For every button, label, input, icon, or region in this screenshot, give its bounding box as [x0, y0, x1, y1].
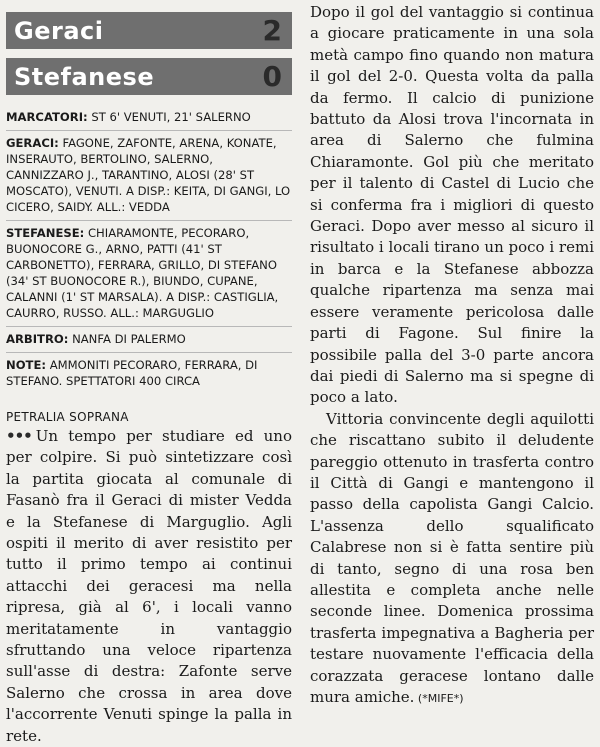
- stefanese-lineup-label: STEFANESE:: [6, 226, 85, 240]
- scorers-label: MARCATORI:: [6, 110, 88, 124]
- stefanese-lineup-text: CHIARAMONTE, PECORARO, BUONOCORE G., ARNO, PATTI (41' ST CARBONETTO), FERRARA, GRILLO, DI STEFANO (34' ST BUONOCORE R.), BIUNDO, CUPANE, CALANNI (1' ST MARSALA). A DISP.: CASTIGLIA, CAURRO, RUSSO. ALL.: MARGUGLIO: [6, 226, 279, 320]
- geraci-lineup-label: GERACI:: [6, 136, 59, 150]
- dateline: PETRALIA SOPRANA: [6, 410, 129, 424]
- right-column: [310, 2, 594, 709]
- away-team-name: Stefanese: [14, 62, 155, 91]
- article-left-text: Un tempo per studiare ed uno per colpire. Si può sintetizzare così la partita giocata al comunale di Fasanò fra il Geraci di mister Vedda e la Stefanese di Marguglio. Agli ospiti il merito di aver resistito per tutto il primo tempo ai continui attacchi dei geracesi ma nella ripresa, già al 6', i locali vanno meritatamente in vantaggio sfruttando una veloce ripartenza sull'asse di destra: Zafonte serve Salerno che crossa in area dove l'accorrente Venuti spinge la palla in rete.: [6, 427, 292, 745]
- away-score-bar: [6, 58, 292, 95]
- article-paragraph-2-text: Vittoria convincente degli aquilotti che riscattano subito il deludente pareggio ottenuto in trasferta contro il Città di Gangi e mantengono il passo della capolista Gangi Calcio. L'assenza dello squalificato Calabrese non si è fatta sentire più di tanto, segno di una rosa ben allestita e completa anche nelle seconde linee. Domenica prossima trasferta impegnativa a Bagheria per testare nuovamente l'efficacia della corazzata geracese lontano dalle mura amiche.: [310, 409, 594, 706]
- bullet-marker: •••: [6, 427, 32, 445]
- article-paragraph-1: Dopo il gol del vantaggio si continua a giocare praticamente in una sola metà campo fino quando non matura il gol del 2-0. Questa volta da palla da fermo. Il calcio di punizione battuto da Alosi trova l'incornata in area di Salerno che fulmina Chiaramonte. Gol più che meritato per il talento di Castel di Lucio che si conferma fra i migliori di questo Geraci. Dopo aver messo al sicuro il risultato i locali tirano un poco i remi in barca e la Stefanese abbozza qualche ripartenza ma senza mai essere veramente pericolosa dalle parti di Fagone. Sul finire la possibile palla del 3-0 parte ancora dai piedi di Salerno ma si spegne di poco a lato.: [310, 3, 594, 407]
- referee-text: NANFA DI PALERMO: [68, 332, 186, 346]
- scorers-text: ST 6' VENUTI, 21' SALERNO: [87, 110, 251, 124]
- author-signature: (*MIFE*): [414, 692, 464, 705]
- home-team-name: Geraci: [14, 16, 104, 45]
- scorers-row: [6, 105, 292, 131]
- article-body-left: [6, 426, 292, 747]
- home-score-bar: [6, 12, 292, 49]
- stefanese-lineup-row: [6, 221, 292, 327]
- referee-row: [6, 327, 292, 353]
- notes-row: [6, 353, 292, 394]
- match-facts: [6, 105, 292, 394]
- left-column: [6, 0, 292, 747]
- geraci-lineup-row: [6, 131, 292, 221]
- geraci-lineup-text: FAGONE, ZAFONTE, ARENA, KONATE, INSERAUTO, BERTOLINO, SALERNO, CANNIZZARO J., TARANTINO, ALOSI (28' ST MOSCATO), VENUTI. A DISP.: KEITA, DI GANGI, LO CICERO, SAIDY. ALL.: VEDDA: [6, 136, 291, 214]
- referee-label: ARBITRO:: [6, 332, 69, 346]
- away-score: 0: [262, 60, 282, 93]
- notes-text: AMMONITI PECORARO, FERRARA, DI STEFANO. SPETTATORI 400 CIRCA: [6, 358, 258, 388]
- article-paragraph-2: [310, 409, 594, 710]
- home-score: 2: [262, 14, 282, 47]
- notes-label: NOTE:: [6, 358, 47, 372]
